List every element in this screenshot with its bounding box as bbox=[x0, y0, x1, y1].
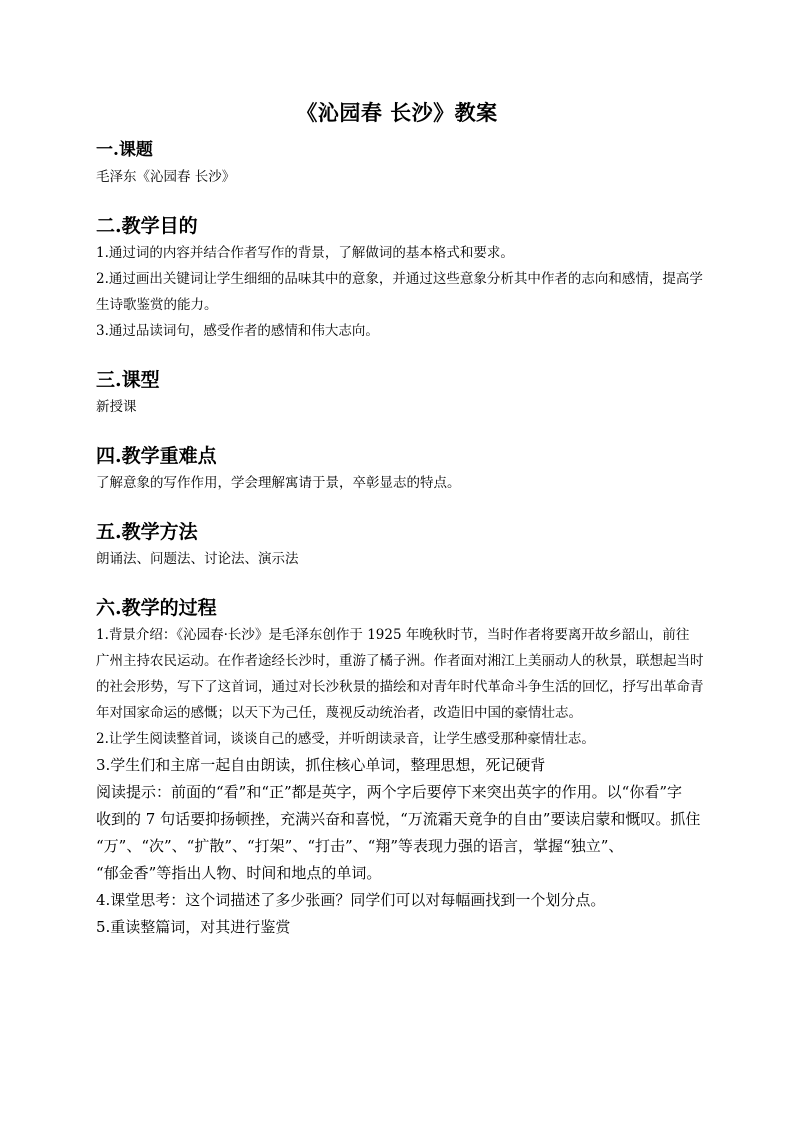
process-p1a: 1.背景介绍：《沁园春·长沙》是毛泽东创作于 1925 年晚秋时节，当时作者将要离开故乡韶山，前往 bbox=[96, 627, 690, 643]
process-p4d: “郁金香”等指出人物、时间和地点的单词。 bbox=[96, 864, 382, 882]
goals-line-2a: 2.通过画出关键词让学生细细的品味其中的意象，并通过这些意象分析其中作者的志向和感情，提高学 bbox=[96, 271, 703, 287]
spacer bbox=[96, 344, 711, 366]
process-p2: 2.让学生阅读整首词，谈谈自己的感受，并听朗读录音，让学生感受那种豪情壮志。 bbox=[96, 731, 595, 747]
process-p4c: “万”、“次”、“扩散”、“打架”、“打击”、“翔”等表现力强的语言，掌握“独立”、 bbox=[96, 837, 624, 855]
spacer bbox=[96, 496, 711, 518]
process-p4b: 收到的 7 句话要抑扬顿挫，充满兴奋和喜悦，“万流霜天竟争的自由”要读启蒙和慨叹。抓住 bbox=[96, 810, 701, 828]
section-heading-key: 四.教学重难点 bbox=[96, 445, 217, 467]
section-heading-methods: 五.教学方法 bbox=[96, 521, 198, 543]
section-heading-type: 三.课型 bbox=[96, 369, 160, 391]
process-p3: 3.学生们和主席一起自由朗读，抓住核心单词，整理思想，死记硬背 bbox=[96, 756, 546, 774]
process-p6: 5.重读整篇词，对其进行鉴赏 bbox=[96, 918, 291, 936]
goals-line-3: 3.通过品读词句，感受作者的感情和伟大志向。 bbox=[96, 323, 379, 339]
process-p5: 4.课堂思考：这个词描述了多少张画？同学们可以对每幅画找到一个划分点。 bbox=[96, 891, 606, 909]
process-p1c: 的社会形势，写下了这首词，通过对长沙秋景的描绘和对青年时代革命斗争生活的回忆，抒写出革命青 bbox=[96, 679, 704, 695]
process-p1d: 年对国家命运的感慨；以天下为己任，蔑视反动统治者，改造旧中国的豪情壮志。 bbox=[96, 705, 582, 721]
process-p1b: 广州主持农民运动。在作者途经长沙时，重游了橘子洲。作者面对湘江上美丽动人的秋景，联想起当时 bbox=[96, 653, 704, 669]
process-p4a: 阅读提示：前面的“看”和“正”都是英字，两个字后要停下来突出英字的作用。以“你看”字 bbox=[96, 783, 683, 801]
section-heading-topic: 一.课题 bbox=[96, 140, 153, 160]
goals-line-1: 1.通过词的内容并结合作者写作的背景，了解做词的基本格式和要求。 bbox=[96, 245, 514, 261]
spacer bbox=[96, 420, 711, 442]
type-text: 新授课 bbox=[96, 399, 137, 415]
document-title: 《沁园春 长沙》教案 bbox=[296, 100, 498, 125]
section-heading-goals: 二.教学目的 bbox=[96, 215, 198, 237]
spacer bbox=[96, 190, 711, 212]
topic-text: 毛泽东《沁园春 长沙》 bbox=[96, 169, 236, 185]
section-heading-process: 六.教学的过程 bbox=[96, 597, 217, 619]
spacer bbox=[96, 572, 711, 594]
goals-line-2b: 生诗歌鉴赏的能力。 bbox=[96, 297, 218, 313]
key-text: 了解意象的写作作用，学会理解寓请于景，卒彰显志的特点。 bbox=[96, 475, 461, 491]
methods-text: 朗诵法、问题法、讨论法、演示法 bbox=[96, 551, 299, 567]
document-body bbox=[96, 138, 711, 941]
